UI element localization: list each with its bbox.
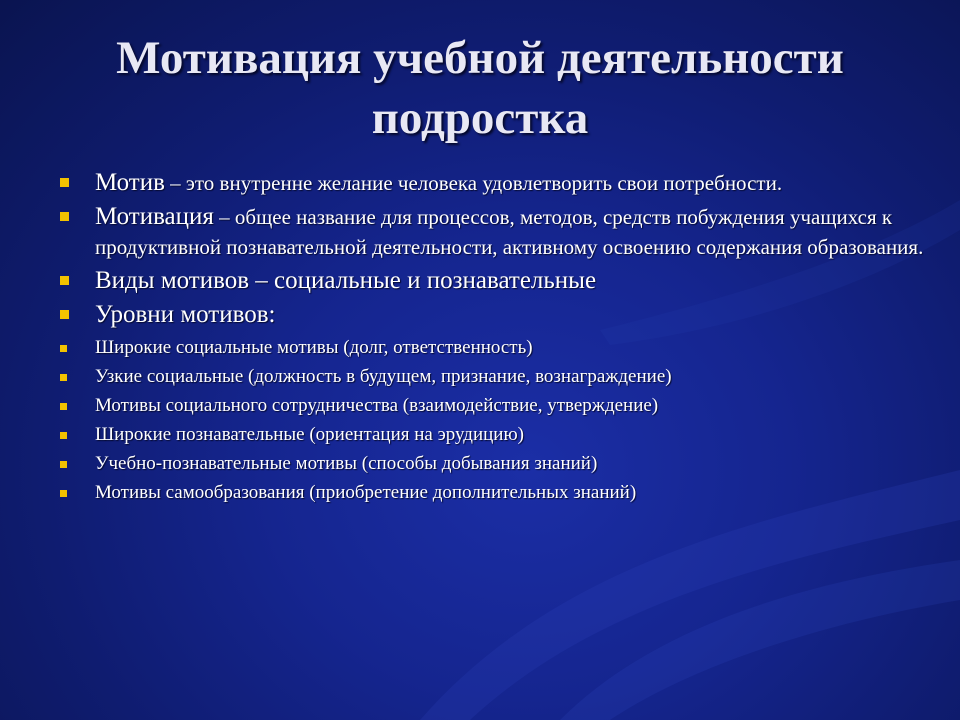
list-item [58, 202, 938, 262]
square-bullet-icon [60, 345, 67, 352]
item-description: – общее название для процессов, методов, средств побуждения учащихся к продуктивной познавательной деятельности, активному освоению содержания образования. [95, 205, 924, 259]
level-text: Мотивы самообразования (приобретение дополнительных знаний) [95, 482, 637, 503]
item-term: Уровни мотивов: [95, 301, 276, 328]
square-bullet-icon [60, 212, 69, 221]
square-bullet-icon [60, 310, 69, 319]
square-bullet-icon [60, 178, 69, 187]
bullet-list [58, 168, 938, 508]
square-bullet-icon [60, 490, 67, 497]
square-bullet-icon [60, 461, 67, 468]
item-description: – это внутренне желание человека удовлетворить свои потребности. [164, 171, 783, 195]
list-item [58, 300, 938, 330]
level-text: Мотивы социального сотрудничества (взаимодействие, утверждение) [95, 395, 659, 416]
level-item [58, 392, 938, 420]
level-text: Учебно-познавательные мотивы (способы добывания знаний) [95, 453, 598, 474]
square-bullet-icon [60, 403, 67, 410]
level-text: Узкие социальные (должность в будущем, признание, вознаграждение) [95, 366, 672, 387]
list-item [58, 168, 938, 198]
level-item [58, 421, 938, 449]
item-term: Мотивация [95, 203, 214, 230]
square-bullet-icon [60, 374, 67, 381]
level-item [58, 363, 938, 391]
level-item [58, 479, 938, 507]
square-bullet-icon [60, 276, 69, 285]
list-item [58, 266, 938, 296]
item-term: Мотив [95, 169, 165, 196]
level-item [58, 334, 938, 362]
slide-title: Мотивация учебной деятельности подростка [116, 32, 844, 144]
level-item [58, 450, 938, 478]
level-text: Широкие социальные мотивы (долг, ответственность) [95, 337, 533, 358]
item-term: Виды мотивов – социальные и познавательные [95, 267, 597, 294]
square-bullet-icon [60, 432, 67, 439]
level-text: Широкие познавательные (ориентация на эрудицию) [95, 424, 524, 445]
